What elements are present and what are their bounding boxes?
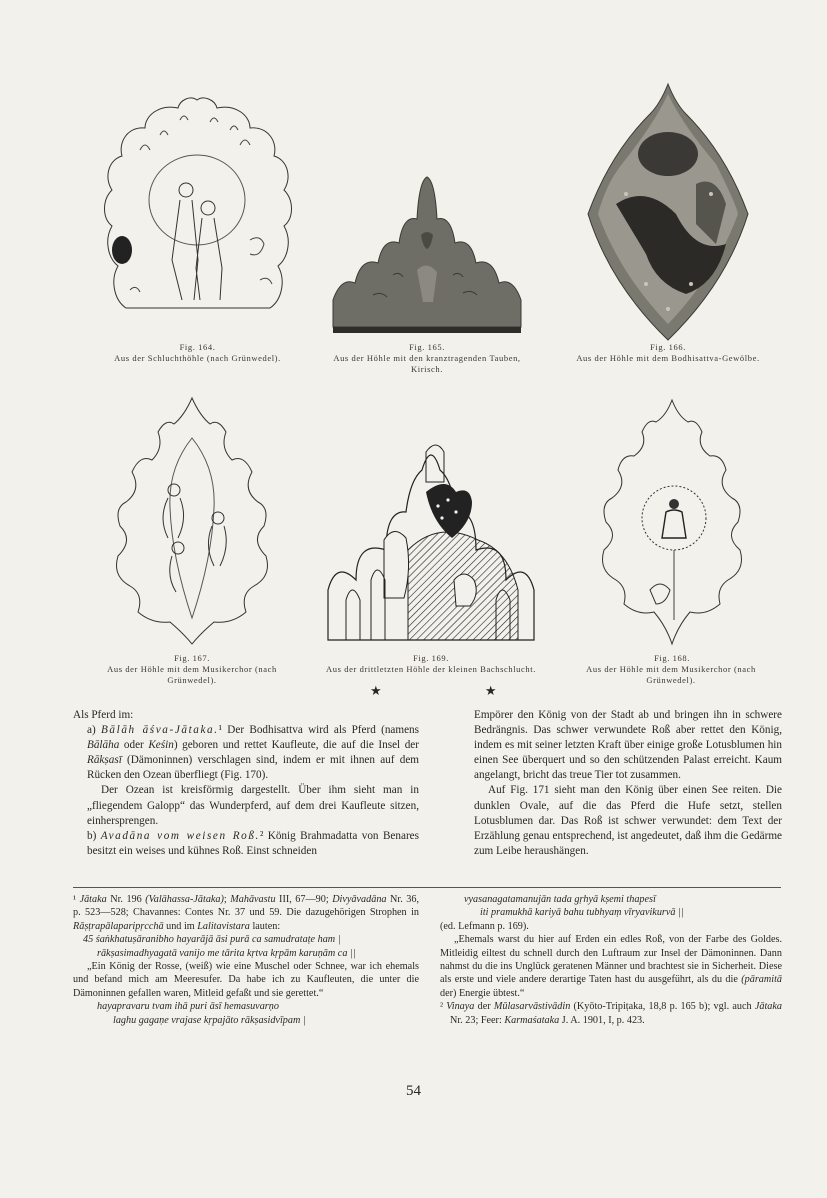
item-a-text4: (Dämoninnen) verschlagen sind, indem er mit ihnen auf dem Rücken den Ozean überfliegt (Fig. 170).: [87, 754, 419, 782]
figure-167-caption: Aus der Höhle mit dem Musikerchor (nach Grünwedel).: [107, 664, 277, 685]
figure-164-label: Fig. 164.: [179, 342, 216, 352]
edition-ref: (ed. Lefmann p. 169).: [440, 920, 529, 932]
fn2-t1: der: [474, 1001, 494, 1013]
fn2-mula: Mūlasarvāstivādin: [493, 1001, 571, 1013]
figure-167-label: Fig. 167.: [174, 653, 210, 663]
fn2-vinaya: Vinaya: [446, 1001, 475, 1013]
figure-164-illustration: [100, 90, 295, 340]
figure-166-caption: Aus der Höhle mit dem Bodhisattva-Gewölbe.: [576, 353, 760, 363]
footnote-1: [73, 893, 419, 933]
item-b-text: ² König Brahmadatta von Benares besitzt ein weises und kühnes Roß. Einst schneiden: [87, 829, 420, 857]
left-column: [73, 708, 419, 859]
figure-169-caption: Aus der drittletzten Höhle der kleinen Bachschlucht.: [326, 664, 536, 674]
item-a-marker: a): [87, 724, 101, 737]
item-a-name3: Rākṣasī: [87, 754, 122, 767]
footnotes-right: [440, 893, 782, 1027]
item-a-name1: Bālāha: [87, 739, 120, 752]
fn1-mahavastu: Mahāvastu: [230, 894, 276, 905]
fn1-t4: Nr. 36, p. 523—528; Chavannes: Contes Nr. 37 und 59. Die dazugehörigen Strophen in: [73, 894, 419, 919]
verse-line-2: rākṣasimadhyagatā vanijo me tārita kṛtva kṛpām karuṇām ca ||: [97, 947, 356, 959]
fn1-t6: lauten:: [249, 920, 281, 932]
item-a-text1: ¹ Der Bodhisattva wird als Pferd (namens: [218, 724, 420, 737]
left-item-a: [73, 723, 419, 783]
figure-169-illustration: [326, 440, 536, 646]
section-stars: ★ ★: [370, 683, 547, 698]
figure-166-label: Fig. 166.: [650, 342, 686, 352]
fn1-t1: Nr. 196: [106, 894, 146, 905]
verse-line-5: vyasanagatamanujān tada gṛhyā kṣemi thapesī: [464, 894, 656, 905]
right-para-2: Auf Fig. 171 sieht man den König über einen See reiten. Die dunklen Ovale, auf die das Pferd die Hufe setzt, stellen Lotusblumen dar. Das Roß ist schwer verwundet: dem Text der Erzählung genau entsprechend, ist angedeutet, daß ihm die Gedärme zum Leibe heraushängen.: [474, 784, 782, 857]
fn2-karmasataka: Karmaśataka: [504, 1014, 560, 1026]
footnotes-left: [73, 893, 419, 1027]
fn1-marker: ¹: [73, 894, 80, 905]
verse-line-1: 45 śaṅkhatuṣāranibho hayarājā āsi purā ca samudrataṭe ham |: [83, 934, 341, 946]
verse-translation-1: „Ein König der Rosse, (weiß) wie eine Muschel oder Schnee, war ich ehemals und befand mich am Meeresufer. Da habe ich zu Kaufleuten, die unter die Dämoninnen gefallen waren, Mitleid gefaßt und sie gerettet.“: [73, 961, 419, 999]
item-a-title: Bālāh āśva-Jātaka.: [100, 724, 219, 737]
verse-translation-2: [440, 933, 782, 1000]
fn1-jataka: Jātaka: [79, 894, 107, 905]
figure-169-label: Fig. 169.: [413, 653, 449, 663]
fn1-lalitavistara: Lalitavistara: [197, 920, 250, 932]
right-para-1: Empörer den König von der Stadt ab und bringen ihn in schwere Bedrängnis. Das schwer verwundete Roß aber rettet den König, indem es mit seiner letzten Kraft über einige große Lotusblumen hin einen See überquert und so den schützenden Palast erreicht. Kaum angelangt, bricht das treue Tier tot zusammen.: [474, 709, 782, 782]
fn2-t2: (Kyōto-Tripiṭaka, 18,8 p. 165 b); vgl. auch: [570, 1001, 755, 1013]
fn1-t3: III, 67—90;: [275, 894, 333, 905]
fn2-jataka: Jātaka: [754, 1001, 782, 1013]
fn1-t2: ;: [223, 894, 231, 905]
tr2-paramita: (pāramitā: [741, 974, 782, 986]
fn1-rastrapala: Rāṣṭrapālaparipṛcchā: [73, 920, 164, 932]
figure-165-label: Fig. 165.: [409, 342, 445, 352]
left-para-ocean: Der Ozean ist kreisförmig dargestellt. Über ihm sieht man in „fliegendem Galopp“ das Wunderpferd, auf dem drei Kaufleute sitzen, einhersprengen.: [87, 784, 419, 827]
figure-165-caption: Aus der Höhle mit den kranztragenden Tauben, Kirisch.: [333, 353, 521, 374]
left-intro: Als Pferd im:: [73, 709, 134, 721]
figure-164-caption: Aus der Schluchthöhle (nach Grünwedel).: [114, 353, 281, 363]
verse-line-3: hayapravaru tvam ihā puri āsī hemasuvarṇo: [97, 1001, 279, 1013]
footnote-divider: [73, 887, 781, 888]
footnote-2: [440, 1000, 782, 1027]
figure-165-illustration: [333, 175, 521, 335]
page-number: 54: [406, 1083, 421, 1099]
fn2-t3: Nr. 23; Feer:: [450, 1014, 505, 1026]
fn2-marker: ²: [440, 1001, 447, 1013]
item-a-text3: ) geboren und rettet Kaufleute, die auf die Insel der: [173, 739, 419, 752]
verse-line-4: laghu gagaṇe vrajase kṛpajāto rākṣasidvīpam |: [113, 1014, 306, 1026]
item-b-title: Avadāna vom weisen Roß.: [100, 829, 260, 842]
item-a-name2: Keśin: [148, 739, 174, 752]
item-a-text2: oder: [119, 739, 149, 752]
right-column: [474, 708, 782, 859]
tr2-end: der) Energie übtest.“: [440, 987, 525, 999]
item-b-marker: b): [87, 829, 101, 842]
figure-167-illustration: [108, 398, 276, 646]
left-item-b: [73, 829, 419, 859]
figure-166-illustration: [586, 84, 750, 342]
fn1-t5: und im: [163, 920, 198, 932]
fn1-divyavadana: Divyāvadāna: [332, 894, 387, 905]
figure-168-caption: Aus der Höhle mit dem Musikerchor (nach Grünwedel).: [586, 664, 756, 685]
fn2-t4: J. A. 1901, I, p. 423.: [559, 1014, 645, 1026]
tr2-text: „Ehemals warst du hier auf Erden ein edles Roß, von der Farbe des Goldes. Mitleidig eiltest du schnell durch den Luftraum zur Insel der Dämoninnen. Dann nahmst du die ins Unglück geratenen Männer und brachtest sie in Sicherheit. Diese als erste und viele andere derartige Taten hast du ausgeführt, als du die: [440, 934, 782, 986]
figure-168-illustration: [594, 400, 750, 646]
fn1-valahassa: (Valāhassa-Jātaka): [145, 894, 224, 905]
figure-168-label: Fig. 168.: [654, 653, 690, 663]
verse-line-6: iti pramukhā kariyā bahu tubhyaṃ vīryavikurvā ||: [480, 907, 684, 919]
